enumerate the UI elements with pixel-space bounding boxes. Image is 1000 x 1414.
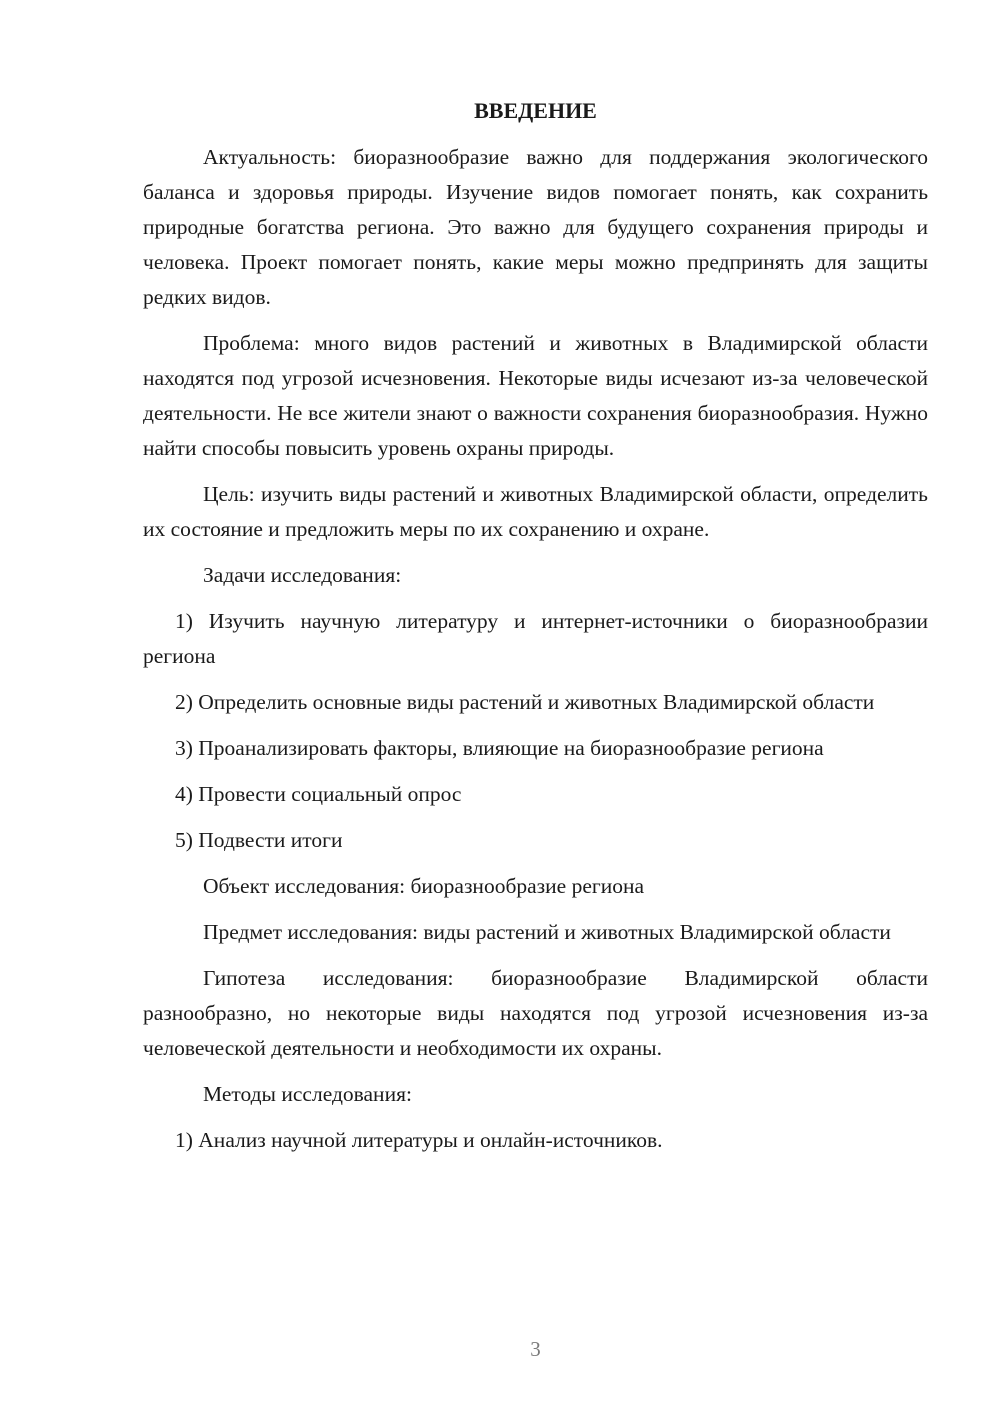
task-item: 2) Определить основные виды растений и животных Владимирской области: [175, 690, 875, 714]
problem-paragraph: Проблема: много видов растений и животных в Владимирской области находятся под угрозой исчезновения. Некоторые виды исчезают из-за человеческой деятельности. Не все жители знают о важности сохранения биоразнообразия. Нужно найти способы повысить уровень охраны природы.: [143, 331, 928, 460]
relevance-paragraph: Актуальность: биоразнообразие важно для поддержания экологического баланса и здоровья природы. Изучение видов помогает понять, как сохранить природные богатства региона. Это важно для будущего сохранения природы и человека. Проект помогает понять, какие меры можно предпринять для защиты редких видов.: [143, 145, 928, 309]
subject-paragraph: Предмет исследования: виды растений и животных Владимирской области: [203, 920, 891, 944]
page-number: 3: [530, 1337, 541, 1361]
document-page: [143, 0, 928, 1414]
task-item: 3) Проанализировать факторы, влияющие на биоразнообразие региона: [175, 736, 824, 760]
document-body: [143, 140, 928, 1169]
methods-heading: Методы исследования:: [203, 1082, 412, 1106]
task-item: 1) Изучить научную литературу и интернет-источники о биоразнообразии региона: [143, 609, 928, 668]
task-item: 5) Подвести итоги: [175, 828, 343, 852]
tasks-heading: Задачи исследования:: [203, 563, 402, 587]
goal-paragraph: Цель: изучить виды растений и животных Владимирской области, определить их состояние и предложить меры по их сохранению и охране.: [143, 482, 928, 541]
object-paragraph: Объект исследования: биоразнообразие региона: [203, 874, 645, 898]
method-item: 1) Анализ научной литературы и онлайн-источников.: [175, 1128, 663, 1152]
page-title: ВВЕДЕНИЕ: [474, 98, 597, 123]
hypothesis-paragraph: Гипотеза исследования: биоразнообразие Владимирской области разнообразно, но некоторые виды находятся под угрозой исчезновения из-за человеческой деятельности и необходимости их охраны.: [143, 966, 928, 1060]
task-item: 4) Провести социальный опрос: [175, 782, 462, 806]
